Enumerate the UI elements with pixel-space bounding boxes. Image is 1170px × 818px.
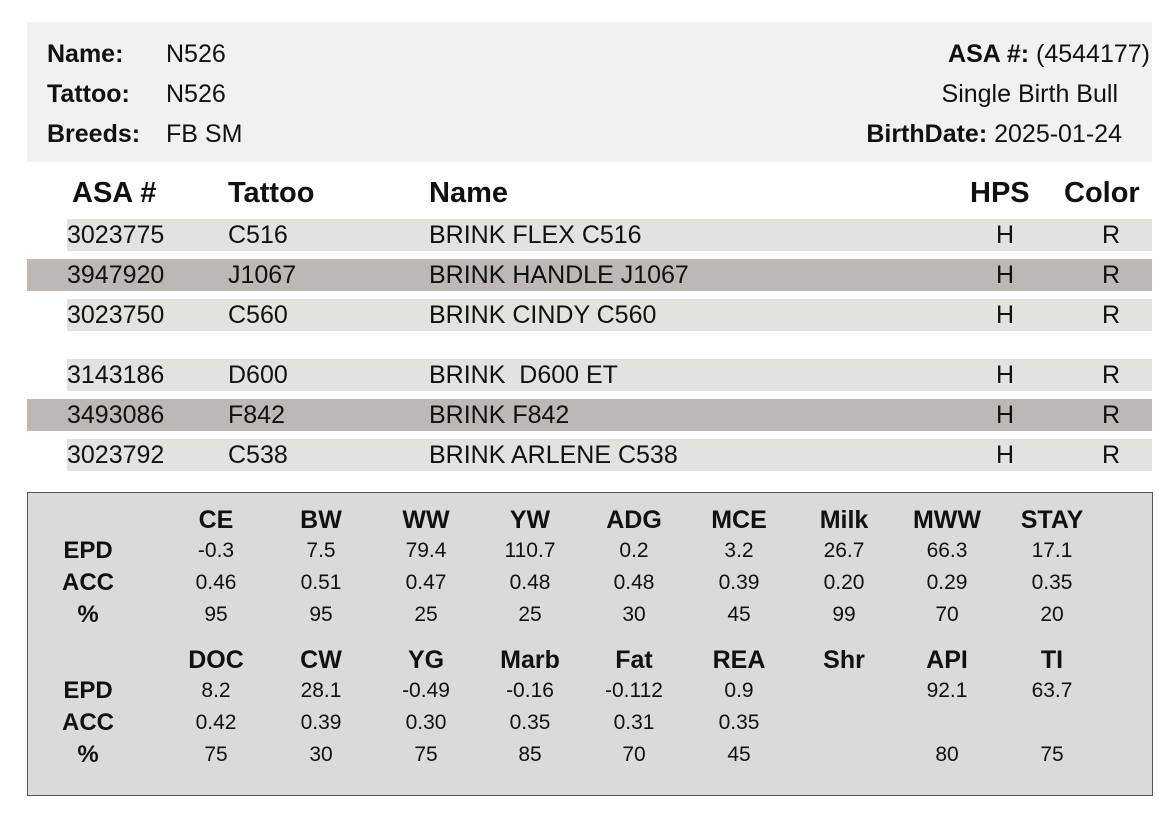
epd-value-epd: 79.4 <box>405 539 447 562</box>
epd-table <box>27 492 1153 796</box>
epd-value-pct: 45 <box>727 743 751 766</box>
pedigree-cell-color: R <box>1102 401 1121 429</box>
pedigree-cell-name: BRINK D600 ET <box>429 361 618 389</box>
epd-trait-header: MCE <box>711 506 767 534</box>
epd-value-epd: -0.49 <box>402 679 450 702</box>
birthdate-value: 2025-01-24 <box>994 120 1122 148</box>
pedigree-cell-hps: H <box>996 301 1015 329</box>
name-label: Name: <box>47 40 124 68</box>
pedigree-header-asa: ASA # <box>72 177 157 209</box>
breeds-label: Breeds: <box>47 120 141 148</box>
epd-value-pct: 70 <box>935 603 959 626</box>
epd-value-epd: 7.5 <box>306 539 336 562</box>
epd-value-pct: 30 <box>622 603 646 626</box>
pedigree-cell-tattoo: D600 <box>228 361 288 389</box>
pedigree-cell-name: BRINK FLEX C516 <box>429 221 642 249</box>
epd-value-acc: 0.39 <box>300 711 342 734</box>
epd-trait-header: BW <box>300 506 342 534</box>
epd-value-epd: 110.7 <box>504 539 556 562</box>
epd-value-acc: 0.35 <box>1031 571 1073 594</box>
pedigree-row <box>27 399 1152 431</box>
epd-value-pct: 75 <box>1040 743 1064 766</box>
epd-row-label-epd: EPD <box>63 677 113 704</box>
epd-row-label-acc: ACC <box>62 709 114 736</box>
pedigree-cell-name: BRINK CINDY C560 <box>429 301 657 329</box>
epd-trait-header: MWW <box>912 506 982 534</box>
pedigree-cell-color: R <box>1102 261 1121 289</box>
pedigree-row <box>67 219 1152 251</box>
epd-value-acc: 0.48 <box>509 571 551 594</box>
epd-value-pct: 85 <box>518 743 542 766</box>
pedigree-cell-asa: 3493086 <box>67 401 165 429</box>
breeds-value: FB SM <box>166 120 243 148</box>
pedigree-cell-asa: 3023792 <box>67 441 165 469</box>
epd-value-acc: 0.42 <box>195 711 237 734</box>
epd-value-pct: 25 <box>518 603 542 626</box>
name-line <box>47 39 226 69</box>
epd-value-epd: 3.2 <box>724 539 754 562</box>
name-value: N526 <box>166 40 226 68</box>
epd-value-acc: 0.48 <box>613 571 655 594</box>
epd-value-epd: 8.2 <box>201 679 231 702</box>
tattoo-value: N526 <box>166 80 226 108</box>
epd-value-epd: 0.9 <box>724 679 754 702</box>
pedigree-row <box>27 259 1152 291</box>
epd-value-acc: 0.51 <box>300 571 342 594</box>
epd-trait-header: YG <box>407 646 445 674</box>
pedigree-cell-hps: H <box>996 441 1015 469</box>
epd-value-acc: 0.29 <box>926 571 968 594</box>
epd-value-acc: 0.46 <box>195 571 237 594</box>
epd-value-pct: 20 <box>1040 603 1064 626</box>
epd-row-label-pct: % <box>77 741 99 768</box>
epd-value-epd: 0.2 <box>619 539 649 562</box>
pedigree-row <box>67 359 1152 391</box>
epd-value-epd: -0.112 <box>605 679 663 702</box>
epd-trait-header: API <box>926 646 968 674</box>
tattoo-label: Tattoo: <box>47 80 130 108</box>
epd-value-epd: 92.1 <box>926 679 968 702</box>
epd-value-pct: 45 <box>727 603 751 626</box>
pedigree-header-name: Name <box>429 177 508 209</box>
pedigree-cell-tattoo: C560 <box>228 301 288 329</box>
birthdate-label: BirthDate: <box>866 120 988 148</box>
epd-value-pct: 80 <box>935 743 959 766</box>
pedigree-header-color: Color <box>1064 177 1140 209</box>
epd-value-acc: 0.30 <box>405 711 447 734</box>
pedigree-cell-hps: H <box>996 361 1015 389</box>
pedigree-cell-tattoo: C538 <box>228 441 288 469</box>
pedigree-cell-asa: 3023775 <box>67 221 165 249</box>
epd-value-pct: 25 <box>414 603 438 626</box>
breeds-line <box>47 119 242 149</box>
pedigree-cell-asa: 3947920 <box>67 261 165 289</box>
pedigree-cell-hps: H <box>996 221 1015 249</box>
epd-row-label-pct: % <box>77 601 99 628</box>
epd-value-pct: 70 <box>622 743 646 766</box>
asa-line <box>948 39 1150 69</box>
pedigree-header-hps: HPS <box>970 177 1030 209</box>
pedigree-cell-color: R <box>1102 301 1121 329</box>
pedigree-cell-hps: H <box>996 261 1015 289</box>
epd-value-acc: 0.47 <box>405 571 447 594</box>
epd-value-epd: -0.3 <box>197 539 235 562</box>
epd-value-pct: 30 <box>309 743 333 766</box>
epd-trait-header: Marb <box>500 646 560 674</box>
pedigree-cell-name: BRINK ARLENE C538 <box>429 441 678 469</box>
epd-value-pct: 95 <box>309 603 333 626</box>
pedigree-cell-hps: H <box>996 401 1015 429</box>
epd-value-epd: 28.1 <box>300 679 342 702</box>
epd-trait-header: TI <box>1040 646 1064 674</box>
epd-value-pct: 75 <box>414 743 438 766</box>
pedigree-cell-color: R <box>1102 361 1121 389</box>
epd-trait-header: STAY <box>1020 506 1084 534</box>
pedigree-cell-asa: 3023750 <box>67 301 165 329</box>
epd-value-epd: 17.1 <box>1031 539 1073 562</box>
tattoo-line <box>47 79 226 109</box>
epd-trait-header: YW <box>509 506 551 534</box>
epd-value-acc: 0.20 <box>823 571 865 594</box>
pedigree-cell-name: BRINK HANDLE J1067 <box>429 261 689 289</box>
epd-value-epd: 26.7 <box>823 539 865 562</box>
epd-value-acc: 0.35 <box>718 711 760 734</box>
epd-trait-header: Milk <box>819 506 869 534</box>
asa-label: ASA #: <box>948 40 1030 68</box>
epd-value-acc: 0.39 <box>718 571 760 594</box>
epd-value-pct: 99 <box>832 603 856 626</box>
epd-trait-header: CE <box>198 506 234 534</box>
pedigree-cell-name: BRINK F842 <box>429 401 570 429</box>
epd-trait-header: REA <box>712 646 766 674</box>
pedigree-cell-tattoo: C516 <box>228 221 288 249</box>
epd-value-acc: 0.35 <box>509 711 551 734</box>
pedigree-cell-color: R <box>1102 441 1121 469</box>
asa-value: (4544177) <box>1036 40 1150 68</box>
epd-trait-header: WW <box>402 506 450 534</box>
pedigree-cell-asa: 3143186 <box>67 361 165 389</box>
epd-value-epd: 66.3 <box>926 539 968 562</box>
epd-value-pct: 95 <box>204 603 228 626</box>
epd-trait-header: CW <box>300 646 342 674</box>
pedigree-cell-color: R <box>1102 221 1121 249</box>
epd-trait-header: Fat <box>615 646 653 674</box>
pedigree-header-tattoo: Tattoo <box>228 177 315 209</box>
animal-header <box>27 22 1152 162</box>
epd-row-label-acc: ACC <box>62 569 114 596</box>
birthdate-line <box>866 119 1122 149</box>
epd-trait-header: DOC <box>188 646 244 674</box>
epd-value-acc: 0.31 <box>613 711 655 734</box>
pedigree-row <box>67 299 1152 331</box>
epd-trait-header: ADG <box>606 506 662 534</box>
birth-type: Single Birth Bull <box>941 80 1118 108</box>
pedigree-cell-tattoo: F842 <box>228 401 285 429</box>
epd-row-label-epd: EPD <box>63 537 113 564</box>
epd-value-pct: 75 <box>204 743 228 766</box>
epd-value-epd: -0.16 <box>506 679 554 702</box>
epd-trait-header: Shr <box>823 646 865 674</box>
pedigree-cell-tattoo: J1067 <box>228 261 297 289</box>
epd-value-epd: 63.7 <box>1031 679 1073 702</box>
pedigree-row <box>67 439 1152 471</box>
